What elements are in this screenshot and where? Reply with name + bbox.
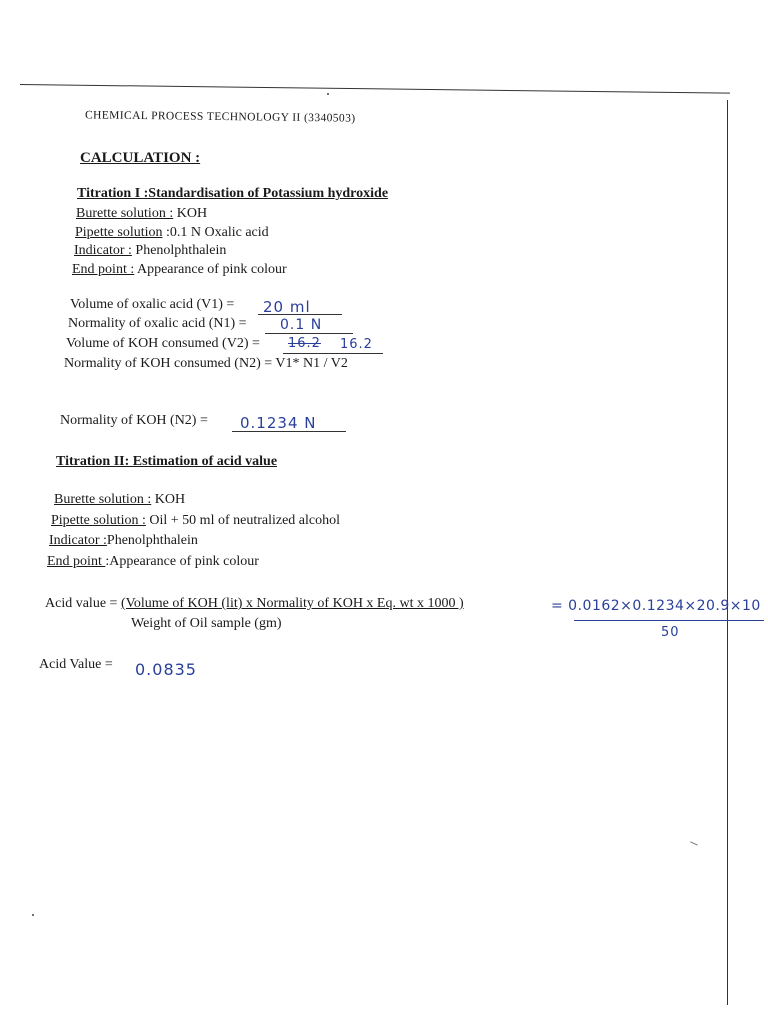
v2-label: Volume of KOH consumed (V2) = [66,336,260,351]
hand-fraction-line [574,620,764,621]
titration2-endpoint: End point :Appearance of pink colour [47,554,259,569]
result-value: 0.0835 [135,660,197,679]
acid-value-denominator: Weight of Oil sample (gm) [131,616,282,631]
v2-blank [283,353,383,354]
acid-value-formula: Acid value = (Volume of KOH (lit) x Normality of KOH x Eq. wt x 1000 ) [45,596,464,611]
section-title: CALCULATION : [80,150,201,166]
hand-denominator: 50 [661,625,680,640]
stray-mark [690,841,698,845]
n2-formula: Normality of KOH consumed (N2) = V1* N1 / V2 [64,356,348,371]
n2-label: Normality of KOH (N2) = [60,413,208,428]
n1-label: Normality of oxalic acid (N1) = [68,316,247,331]
v2-value: 16.2 [340,337,373,352]
n1-value: 0.1 N [280,317,323,333]
v1-label: Volume of oxalic acid (V1) = [70,297,235,312]
titration1-pipette: Pipette solution :0.1 N Oxalic acid [75,225,269,240]
v2-struck-value: 16.2 [288,336,321,351]
titration1-burette: Burette solution : KOH [76,206,208,221]
course-header: CHEMICAL PROCESS TECHNOLOGY II (3340503) [84,109,356,125]
titration2-burette: Burette solution : KOH [54,492,186,507]
titration2-indicator: Indicator :Phenolphthalein [49,533,198,548]
titration2-title: Titration II: Estimation of acid value [56,454,278,469]
titration1-endpoint: End point : Appearance of pink colour [72,262,287,277]
titration1-indicator: Indicator : Phenolphthalein [74,243,227,258]
titration1-title: Titration I :Standardisation of Potassium hydroxide [77,186,389,201]
speck [32,914,34,916]
n2-value: 0.1234 N [240,414,317,432]
hand-numerator: = 0.0162×0.1234×20.9×10 [551,598,761,614]
n1-blank [265,333,353,334]
titration2-pipette: Pipette solution : Oil + 50 ml of neutralized alcohol [51,513,341,528]
result-label: Acid Value = [39,657,113,672]
speck [327,93,329,95]
v1-value: 20 ml [263,298,311,316]
page-edge-right [727,100,728,1005]
page-edge [20,84,730,94]
